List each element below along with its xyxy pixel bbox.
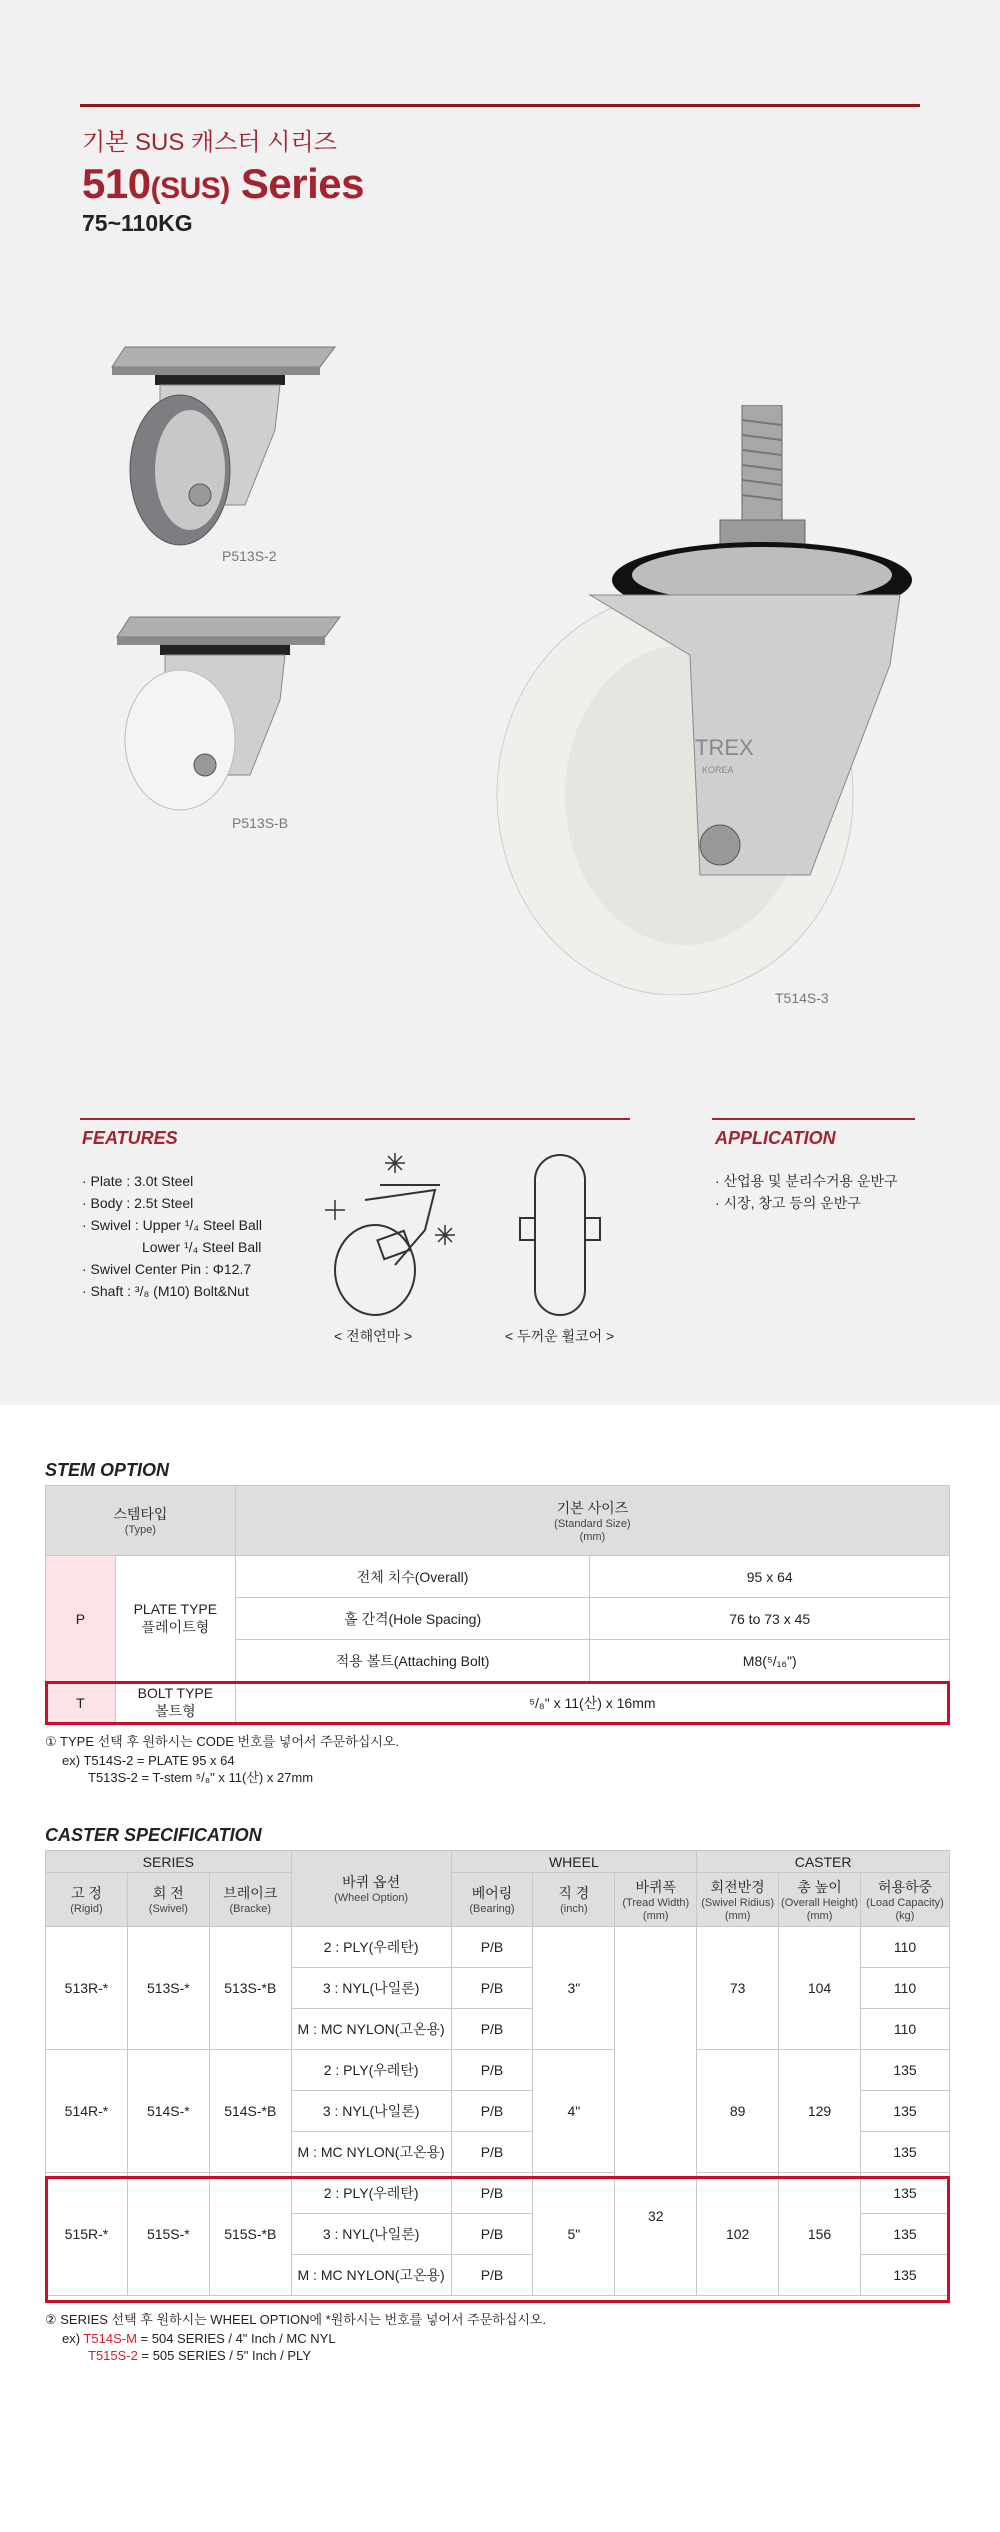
stem-option-heading: STEM OPTION (45, 1460, 170, 1480)
load-capacity: 110 (861, 1968, 950, 2009)
product-caption: P513S-2 (222, 548, 277, 564)
title-number: 510 (82, 160, 151, 207)
load-capacity: 135 (861, 2255, 950, 2296)
bearing: P/B (451, 1968, 533, 2009)
diagram-caption: < 전해연마 > (334, 1328, 413, 1344)
bolt-type-highlight (45, 1681, 950, 1725)
feature-item: Lower ¹/₄ Steel Ball (142, 1239, 262, 1255)
stem-size-header: 기본 사이즈 (Standard Size) (mm) (235, 1486, 949, 1556)
caster-spec-heading: CASTER SPECIFICATION (45, 1825, 262, 1845)
stem-option-example: T513S-2 = T-stem ⁵/₈" x 11(산) x 27mm (88, 1770, 314, 1785)
title-paren: (SUS) (150, 172, 230, 205)
brake-code: 513S-*B (209, 1927, 291, 2050)
bearing: P/B (451, 2255, 533, 2296)
series-header: SERIES (46, 1851, 292, 1873)
feature-item: · Shaft : ³/₈ (M10) Bolt&Nut (82, 1283, 249, 1299)
wheel-option-header: 바퀴 옵션 (Wheel Option) (291, 1851, 451, 1927)
table-row (46, 2050, 950, 2091)
bearing: P/B (451, 2091, 533, 2132)
swivel-header: 회 전 (Swivel) (127, 1873, 209, 1927)
caster-image-p513s-b (105, 605, 355, 820)
brake-header: 브레이크 (Bracke) (209, 1873, 291, 1927)
load-header: 허용하중 (Load Capacity) (kg) (861, 1873, 950, 1927)
load-capacity: 135 (861, 2214, 950, 2255)
load-capacity: 135 (861, 2132, 950, 2173)
page-title (82, 160, 364, 208)
rigid-header: 고 정 (Rigid) (46, 1873, 128, 1927)
tread-header: 바퀴폭 (Tread Width) (mm) (615, 1873, 697, 1927)
application-list (715, 1170, 898, 1214)
wheel-option: 3 : NYL(나일론) (291, 2214, 451, 2255)
tread-width: 32 (615, 1927, 697, 2296)
bearing: P/B (451, 2132, 533, 2173)
caster-header: CASTER (697, 1851, 950, 1873)
product-caption: P513S-B (232, 815, 289, 831)
caster-image-p513s-2 (100, 335, 350, 565)
bearing: P/B (451, 2009, 533, 2050)
wheel-core-diagram (515, 1150, 605, 1320)
application-item: · 산업용 및 분리수거용 운반구 (715, 1173, 898, 1189)
stem-option-example: ex) T514S-2 = PLATE 95 x 64 (62, 1753, 235, 1768)
stem-type-header: 스템타입 (Type) (46, 1486, 236, 1556)
title-series: Series (240, 160, 365, 207)
swivel-radius: 73 (697, 1927, 779, 2050)
overall-height: 104 (779, 1927, 861, 2050)
feature-item: · Swivel Center Pin : Φ12.7 (82, 1261, 252, 1277)
wheel-brand-sub: KOREA (702, 765, 734, 775)
bolt-spec-value: ⁵/₈" x 11(산) x 16mm (235, 1682, 949, 1724)
overall-height: 129 (779, 2050, 861, 2173)
wheel-option: M : MC NYLON(고온용) (291, 2009, 451, 2050)
bearing: P/B (451, 2173, 533, 2214)
brake-code: 515S-*B (209, 2173, 291, 2296)
load-capacity: 135 (861, 2173, 950, 2214)
wheel-option: 3 : NYL(나일론) (291, 2091, 451, 2132)
diameter: 4" (533, 2050, 615, 2173)
load-range: 75~110KG (82, 210, 193, 236)
caster-spec-example: ex) T514S-M = 504 SERIES / 4" Inch / MC NYL (62, 2331, 336, 2346)
features-heading: FEATURES (82, 1128, 178, 1148)
load-capacity: 110 (861, 1927, 950, 1968)
diameter: 3" (533, 1927, 615, 2050)
caster-image-t514s-3 (480, 405, 920, 995)
swivel-radius: 102 (697, 2173, 779, 2296)
diameter-header: 직 경 (inch) (533, 1873, 615, 1927)
wheel-option: 2 : PLY(우레탄) (291, 1927, 451, 1968)
features-divider (80, 1118, 630, 1120)
rigid-code: 515R-* (46, 2173, 128, 2296)
feature-item: · Body : 2.5t Steel (82, 1195, 194, 1211)
bearing: P/B (451, 1927, 533, 1968)
load-capacity: 135 (861, 2091, 950, 2132)
swivel-code: 513S-* (127, 1927, 209, 2050)
bearing: P/B (451, 2050, 533, 2091)
diagram-caption: < 두꺼운 휠코어 > (505, 1328, 615, 1344)
plate-spec-label: 홀 간격(Hole Spacing) (235, 1598, 590, 1640)
bolt-code: T (46, 1682, 116, 1724)
plate-spec-label: 전체 치수(Overall) (235, 1556, 590, 1598)
wheel-option: 3 : NYL(나일론) (291, 1968, 451, 2009)
height-header: 총 높이 (Overall Height) (mm) (779, 1873, 861, 1927)
wheel-option: 2 : PLY(우레탄) (291, 2050, 451, 2091)
wheel-option: M : MC NYLON(고온용) (291, 2132, 451, 2173)
header-divider (80, 104, 920, 107)
table-row (46, 1927, 950, 1968)
bolt-type: BOLT TYPE 볼트형 (115, 1682, 235, 1724)
wheel-option: 2 : PLY(우레탄) (291, 2173, 451, 2214)
load-capacity: 110 (861, 2009, 950, 2050)
stem-option-note: ① TYPE 선택 후 원하시는 CODE 번호를 넣어서 주문하십시오. (45, 1734, 400, 1749)
feature-item: · Plate : 3.0t Steel (82, 1173, 194, 1189)
plate-spec-value: 76 to 73 x 45 (590, 1598, 950, 1640)
application-divider (712, 1118, 915, 1120)
radius-header: 회전반경 (Swivel Ridius) (mm) (697, 1873, 779, 1927)
table-row (46, 1556, 950, 1598)
brake-code: 514S-*B (209, 2050, 291, 2173)
series-subtitle: 기본 SUS 캐스터 시리즈 (82, 129, 337, 156)
wheel-brand-name: TREX (695, 735, 754, 760)
application-heading: APPLICATION (715, 1128, 836, 1148)
swivel-radius: 89 (697, 2050, 779, 2173)
plate-type: PLATE TYPE 플레이트형 (115, 1556, 235, 1682)
caster-spec-example: T515S-2 = 505 SERIES / 5" Inch / PLY (88, 2348, 311, 2363)
product-caption: T514S-3 (775, 990, 829, 1006)
plate-spec-value: 95 x 64 (590, 1556, 950, 1598)
plate-code: P (46, 1556, 116, 1682)
swivel-code: 514S-* (127, 2050, 209, 2173)
load-capacity: 135 (861, 2050, 950, 2091)
features-list (82, 1170, 262, 1302)
feature-item: · Swivel : Upper ¹/₄ Steel Ball (82, 1217, 262, 1233)
electropolish-diagram (325, 1145, 465, 1320)
rigid-code: 513R-* (46, 1927, 128, 2050)
series-515-highlight (45, 2176, 950, 2303)
diameter: 5" (533, 2173, 615, 2296)
caster-spec-note: ② SERIES 선택 후 원하시는 WHEEL OPTION에 *원하시는 번호를 넣어서 주문하십시오. (45, 2312, 547, 2327)
overall-height: 156 (779, 2173, 861, 2296)
bearing-header: 베어링 (Bearing) (451, 1873, 533, 1927)
wheel-header: WHEEL (451, 1851, 697, 1873)
wheel-option: M : MC NYLON(고온용) (291, 2255, 451, 2296)
application-item: · 시장, 창고 등의 운반구 (715, 1195, 861, 1211)
swivel-code: 515S-* (127, 2173, 209, 2296)
rigid-code: 514R-* (46, 2050, 128, 2173)
bearing: P/B (451, 2214, 533, 2255)
plate-spec-label: 적용 볼트(Attaching Bolt) (235, 1640, 590, 1682)
plate-spec-value: M8(⁵/₁₆") (590, 1640, 950, 1682)
